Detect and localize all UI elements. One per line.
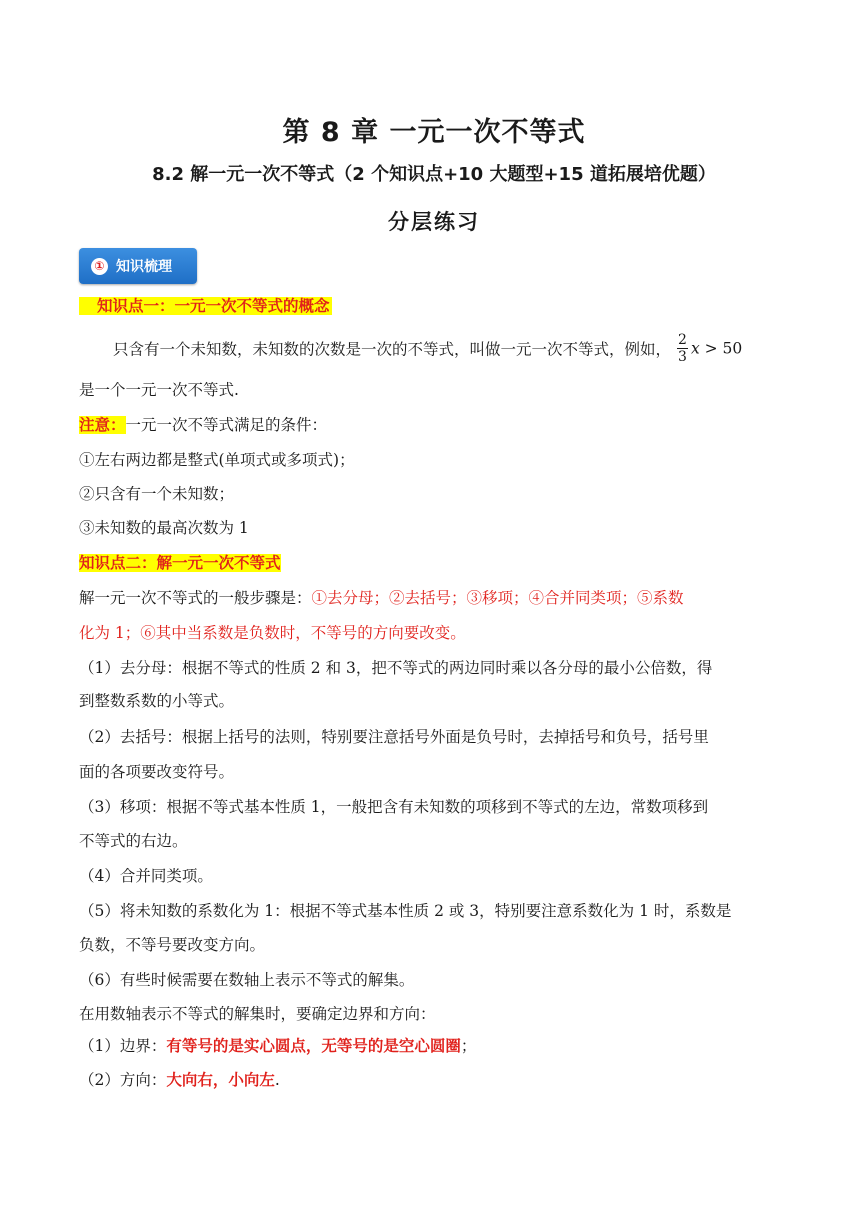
- knowledge-summary-button[interactable]: [79, 248, 197, 284]
- step2-line-a: （2）去括号：根据上括号的法则，特别要注意括号外面是负号时，去掉括号和负号，括号里: [79, 728, 709, 746]
- direction-label: （2）方向：: [79, 1071, 167, 1089]
- kp1-heading-line: [79, 294, 791, 316]
- expr-variable: x: [690, 339, 700, 358]
- expr-inequality: > 50: [699, 339, 743, 358]
- direction-line: [79, 1068, 791, 1090]
- condition-2: ②只含有一个未知数；: [79, 485, 235, 503]
- section-subtitle: 8.2 解一元一次不等式（2 个知识点+10 大题型+15 道拓展培优题）: [152, 164, 716, 185]
- step3-line-a: （3）移项：根据不等式基本性质 1，一般把含有未知数的项移到不等式的左边，常数项移到: [79, 798, 709, 816]
- step2-line-b: 面的各项要改变符号。: [79, 763, 235, 781]
- fraction-numerator: 2: [678, 332, 687, 348]
- step6-line: （6）有些时候需要在数轴上表示不等式的解集。: [79, 971, 415, 989]
- practice-heading: 分层练习: [388, 210, 480, 234]
- section-button-label: 知识梳理: [116, 259, 172, 275]
- condition-3: ③未知数的最高次数为 1: [79, 519, 249, 537]
- step5-line-b: 负数，不等号要改变方向。: [79, 936, 266, 954]
- section-number-badge: ①: [91, 258, 108, 275]
- direction-rule: 大向右，小向左: [166, 1071, 275, 1089]
- chapter-title: 第 8 章 一元一次不等式: [282, 117, 586, 148]
- kp2-steps-line2: 化为 1；⑥其中当系数是负数时，不等号的方向要改变。: [79, 624, 466, 642]
- boundary-rule: 有等号的是实心圆点，无等号的是空心圆圈: [166, 1037, 461, 1055]
- kp1-def-text: 只含有一个未知数，未知数的次数是一次的不等式，叫做一元一次不等式，例如，: [113, 340, 672, 359]
- number-axis-intro: 在用数轴表示不等式的解集时，要确定边界和方向：: [79, 1005, 436, 1023]
- step4-line: （4）合并同类项。: [79, 867, 213, 885]
- kp1-definition: [79, 332, 791, 365]
- kp2-heading-line: [79, 551, 791, 573]
- kp2-title: 知识点二：解一元一次不等式: [79, 554, 281, 572]
- step1-line-b: 到整数系数的小等式。: [79, 692, 235, 710]
- boundary-label: （1）边界：: [79, 1037, 167, 1055]
- boundary-end: ；: [460, 1037, 477, 1055]
- steps-list-red: ①去分母；②去括号；③移项；④合并同类项；⑤系数: [311, 589, 684, 607]
- note-label: 注意：: [79, 416, 126, 434]
- step3-line-b: 不等式的右边。: [79, 832, 188, 850]
- kp1-note-line: [79, 413, 791, 435]
- boundary-line: [79, 1034, 791, 1056]
- condition-1: ①左右两边都是整式(单项式或多项式)；: [79, 451, 355, 469]
- fraction-two-thirds: [677, 332, 688, 365]
- note-text: 一元一次不等式满足的条件：: [125, 416, 328, 434]
- steps-intro: 解一元一次不等式的一般步骤是：: [79, 589, 312, 607]
- direction-end: .: [274, 1071, 280, 1089]
- fraction-denominator: 3: [678, 349, 687, 365]
- step5-line-a: （5）将未知数的系数化为 1：根据不等式基本性质 2 或 3，特别要注意系数化为 1 时，系数是: [79, 902, 732, 920]
- kp2-steps-line1: [79, 586, 791, 608]
- step1-line-a: （1）去分母：根据不等式的性质 2 和 3，把不等式的两边同时乘以各分母的最小公倍数，得: [79, 659, 713, 677]
- kp1-title: 知识点一：一元一次不等式的概念: [79, 297, 332, 315]
- kp1-def-continuation: 是一个一元一次不等式.: [79, 381, 239, 399]
